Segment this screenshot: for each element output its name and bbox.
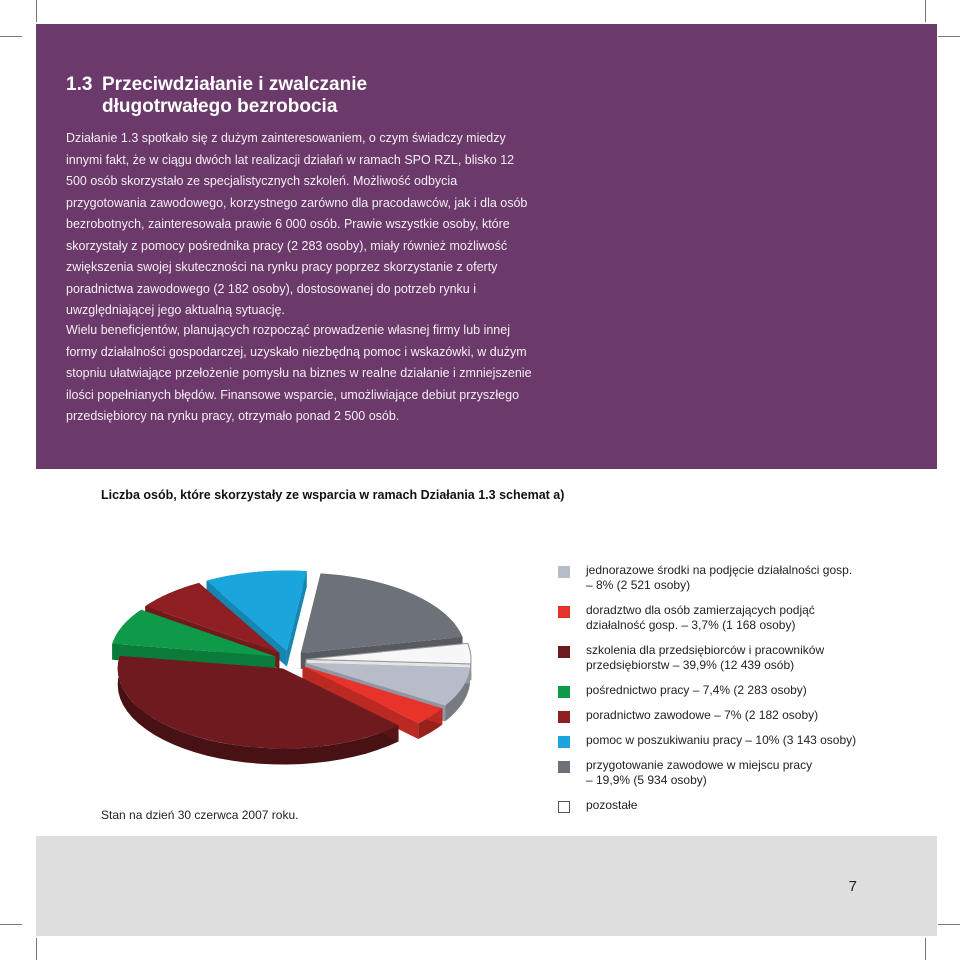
page-number: 7 xyxy=(848,878,857,895)
section-title-line2: długotrwałego bezrobocia xyxy=(102,96,338,117)
crop-mark xyxy=(0,924,22,925)
legend-swatch xyxy=(558,711,570,723)
legend-item xyxy=(558,603,938,633)
legend-swatch xyxy=(558,686,570,698)
chart-legend xyxy=(558,563,938,813)
legend-label: doradztwo dla osób zamierzających podjąć działalność gosp. – 3,7% (1 168 osoby) xyxy=(586,603,815,632)
legend-item xyxy=(558,758,938,788)
legend-swatch xyxy=(558,606,570,618)
legend-swatch xyxy=(558,566,570,578)
section-heading xyxy=(66,74,367,118)
crop-mark xyxy=(36,938,37,960)
legend-item xyxy=(558,643,938,673)
crop-mark xyxy=(0,36,22,37)
legend-label: pomoc w poszukiwaniu pracy – 10% (3 143 osoby) xyxy=(586,733,857,747)
pie-chart xyxy=(75,560,515,785)
crop-mark xyxy=(938,36,960,37)
crop-mark xyxy=(938,924,960,925)
legend-item xyxy=(558,708,938,723)
legend-label: pośrednictwo pracy – 7,4% (2 283 osoby) xyxy=(586,683,807,697)
legend-label: jednorazowe środki na podjęcie działalności gosp. – 8% (2 521 osoby) xyxy=(586,563,853,592)
paragraph: Działanie 1.3 spotkało się z dużym zainteresowaniem, o czym świadczy miedzy innymi fakt, że w ciągu dwóch lat realizacji działań w ramach SPO RZL, blisko 12 500 osób skorzystało ze specjalistycznych szkoleń. Możliwość odbycia przygotowania zawodowego, korzystnego zarówno dla pracodawców, jak i dla osób bezrobotnych, zainteresowała prawie 6 000 osób. Prawie wszystkie osoby, które skorzystały z pomocy pośrednika pracy (2 283 osoby), miały również możliwość zwiększenia swojej skuteczności na rynku pracy poprzez skorzystanie z oferty poradnictwa zawodowego (2 182 osoby), dostosowanej do potrzeb rynku i uwzględniającej jego aktualną sytuację. xyxy=(66,131,528,317)
crop-mark xyxy=(925,938,926,960)
legend-swatch xyxy=(558,646,570,658)
crop-mark xyxy=(36,0,37,22)
legend-item xyxy=(558,798,938,813)
section-number: 1.3 xyxy=(66,74,93,95)
legend-item xyxy=(558,563,938,593)
legend-swatch xyxy=(558,736,570,748)
page-footer xyxy=(36,836,937,936)
chart-title: Liczba osób, które skorzystały ze wsparcia w ramach Działania 1.3 schemat a) xyxy=(101,488,565,502)
status-date-note: Stan na dzień 30 czerwca 2007 roku. xyxy=(101,808,299,822)
legend-swatch xyxy=(558,801,570,813)
legend-item xyxy=(558,733,938,748)
legend-label: szkolenia dla przedsiębiorców i pracowników przedsiębiorstw – 39,9% (12 439 osób) xyxy=(586,643,825,672)
legend-label: poradnictwo zawodowe – 7% (2 182 osoby) xyxy=(586,708,819,722)
legend-swatch xyxy=(558,761,570,773)
paragraph: Wielu beneficjentów, planujących rozpocząć prowadzenie własnej firmy lub innej formy działalności gospodarczej, uzyskało niezbędną pomoc i wskazówki, w dużym stopniu ułatwiające przełożenie pomysłu na biznes w realne działanie i zmniejszenie ilości popełnianych błędów. Finansowe wsparcie, umożliwiające debiut przyszłego przedsiębiorcy na rynku pracy, otrzymało ponad 2 500 osób. xyxy=(66,323,532,423)
legend-label: przygotowanie zawodowe w miejscu pracy – 19,9% (5 934 osoby) xyxy=(586,758,813,787)
legend-item xyxy=(558,683,938,698)
legend-label: pozostałe xyxy=(586,798,638,812)
crop-mark xyxy=(925,0,926,22)
section-title-line1: Przeciwdziałanie i zwalczanie xyxy=(102,74,368,95)
